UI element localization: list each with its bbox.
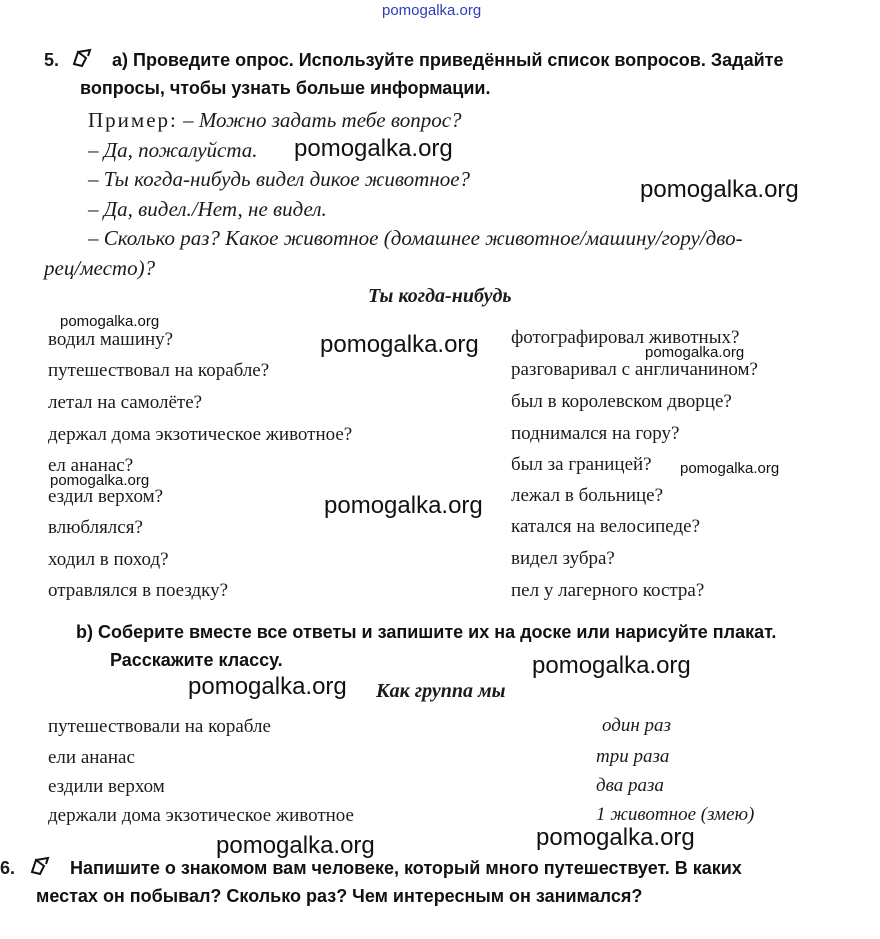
task-5-number: 5.	[44, 50, 60, 70]
list-item: видел зубра?	[511, 548, 615, 569]
list-item: ел ананас?	[48, 455, 134, 476]
watermark[interactable]: pomogalka.org	[50, 472, 150, 489]
watermark[interactable]: pomogalka.org	[188, 673, 347, 700]
list-item: лежал в больнице?	[511, 485, 664, 506]
list-item: катался на велосипеде?	[511, 516, 701, 537]
watermark[interactable]: pomogalka.org	[680, 460, 780, 477]
table-row-count: один раз	[602, 715, 671, 736]
watermark[interactable]: pomogalka.org	[60, 313, 160, 330]
watermark[interactable]: pomogalka.org	[320, 331, 479, 358]
list-heading: Ты когда-нибудь	[368, 285, 512, 307]
table-row-activity: держали дома экзотическое животное	[48, 805, 354, 826]
list-item: влюблялся?	[48, 517, 143, 538]
watermark[interactable]: pomogalka.org	[532, 652, 691, 679]
task-5a-line2: вопросы, чтобы узнать больше информации.	[80, 78, 491, 98]
list-item: ездил верхом?	[48, 486, 164, 507]
list-item: был в королевском дворце?	[511, 391, 732, 412]
example-label: Пример:	[88, 108, 178, 132]
list-item: держал дома экзотическое животное?	[48, 424, 353, 445]
table-row-activity: ездили верхом	[48, 776, 165, 797]
example-line-5: – Сколько раз? Какое животное (домашнее животное/машину/гору/дво-	[88, 226, 743, 250]
watermark[interactable]: pomogalka.org	[324, 492, 483, 519]
task-5b-line1: b) Соберите вместе все ответы и запишите их на доске или нарисуйте плакат.	[76, 622, 777, 642]
table-row-count: 1 животное (змею)	[596, 804, 755, 825]
list-item: пел у лагерного костра?	[511, 580, 705, 601]
watermark-top[interactable]: pomogalka.org	[382, 2, 482, 19]
task-6-line1: Напишите о знакомом вам человеке, который много путешествует. В каких	[70, 858, 742, 878]
list-item: был за границей?	[511, 454, 652, 475]
example-line-2: – Да, пожалуйста.	[88, 138, 258, 162]
example-line-1: – Можно задать тебе вопрос?	[183, 108, 462, 132]
table-row-activity: путешествовали на корабле	[48, 716, 271, 737]
task-6-number: 6.	[0, 858, 16, 878]
example-line-4: – Да, видел./Нет, не видел.	[88, 197, 327, 221]
list-item: фотографировал животных?	[511, 327, 740, 348]
example-line-6: рец/место)?	[44, 256, 156, 280]
list-item: летал на самолёте?	[48, 392, 203, 413]
task-5a-line1: а) Проведите опрос. Используйте приведённый список вопросов. Задайте	[112, 50, 784, 70]
list-item: разговаривал с англичанином?	[511, 359, 758, 380]
list-item: отравлялся в поездку?	[48, 580, 229, 601]
pencil-writing-icon	[72, 48, 104, 70]
list-item: путешествовал на корабле?	[48, 360, 270, 381]
list-item: водил машину?	[48, 329, 174, 350]
watermark[interactable]: pomogalka.org	[645, 344, 745, 361]
table-row-count: два раза	[596, 775, 664, 796]
watermark[interactable]: pomogalka.org	[640, 176, 799, 203]
example-line-3: – Ты когда-нибудь видел дикое животное?	[88, 167, 471, 191]
watermark[interactable]: pomogalka.org	[294, 135, 453, 162]
list-item: поднимался на гору?	[511, 423, 680, 444]
table-row-activity: ели ананас	[48, 747, 135, 768]
watermark[interactable]: pomogalka.org	[216, 832, 375, 859]
table-row-count: три раза	[596, 746, 670, 767]
watermark[interactable]: pomogalka.org	[536, 824, 695, 851]
task-6-line2: местах он побывал? Сколько раз? Чем интересным он занимался?	[36, 886, 643, 906]
list-item: ходил в поход?	[48, 549, 169, 570]
pencil-writing-icon	[30, 856, 62, 878]
task-5b-line2: Расскажите классу.	[110, 650, 283, 670]
group-heading: Как группа мы	[376, 680, 506, 702]
